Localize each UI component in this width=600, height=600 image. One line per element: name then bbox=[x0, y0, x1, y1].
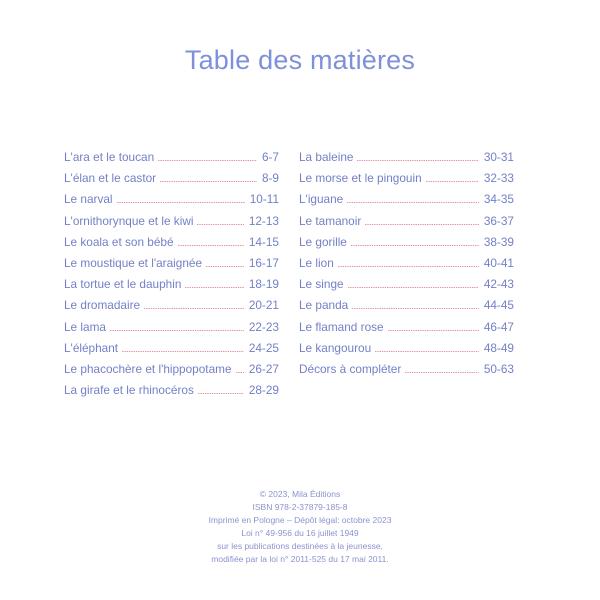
dot-leader bbox=[365, 224, 479, 225]
dot-leader bbox=[197, 224, 243, 225]
dot-leader bbox=[122, 351, 244, 352]
dot-leader bbox=[160, 181, 257, 182]
toc-entry-title: L'iguane bbox=[299, 192, 344, 207]
toc-entry-title: Le panda bbox=[299, 298, 349, 313]
toc-entry-pages: 10-11 bbox=[249, 192, 279, 207]
dot-leader bbox=[158, 160, 257, 161]
toc-entry bbox=[299, 168, 514, 189]
toc-entry-pages: 44-45 bbox=[483, 298, 514, 313]
toc-left-column bbox=[64, 147, 279, 401]
toc-entry-title: La baleine bbox=[299, 150, 354, 164]
toc-entry-title: Le singe bbox=[299, 277, 344, 292]
toc-entry-title: L'ornithorynque et le kiwi bbox=[64, 213, 194, 228]
toc-entry-title: Décors à compléter bbox=[299, 361, 402, 376]
toc-entry bbox=[64, 211, 279, 232]
dot-leader bbox=[405, 372, 479, 373]
toc-entry-title: La girafe et le rhinocéros bbox=[64, 383, 194, 398]
toc-entry-pages: 6-7 bbox=[261, 150, 279, 164]
dot-leader bbox=[388, 330, 479, 331]
toc-entry bbox=[299, 274, 514, 295]
isbn-line: ISBN 978-2-37879-185-8 bbox=[252, 502, 348, 512]
toc-entry bbox=[64, 168, 279, 189]
toc-entry-title: Le dromadaire bbox=[64, 298, 141, 313]
toc-entry bbox=[64, 147, 279, 168]
toc-entry bbox=[64, 295, 279, 316]
toc-entry-pages: 22-23 bbox=[248, 319, 279, 334]
toc-entry bbox=[299, 189, 514, 210]
copyright-line: © 2023, Mila Éditions bbox=[259, 489, 341, 499]
toc-entry-pages: 48-49 bbox=[483, 340, 514, 355]
law-scope-line: sur les publications destinées à la jeunesse, bbox=[217, 541, 383, 551]
dot-leader bbox=[185, 287, 243, 288]
toc-entry-title: Le tamanoir bbox=[299, 213, 362, 228]
toc-entry bbox=[64, 380, 279, 401]
dot-leader bbox=[348, 287, 479, 288]
dot-leader bbox=[347, 202, 479, 203]
toc-entry bbox=[299, 211, 514, 232]
toc-entry-pages: 36-37 bbox=[483, 213, 514, 228]
toc-entry bbox=[64, 232, 279, 253]
dot-leader bbox=[117, 202, 245, 203]
toc-entry bbox=[299, 147, 514, 168]
dot-leader bbox=[198, 393, 244, 394]
toc-entry-title: Le lion bbox=[299, 255, 334, 270]
toc-entry-title: Le narval bbox=[64, 192, 113, 207]
toc-entry bbox=[299, 317, 514, 338]
toc-entry-title: Le flamand rose bbox=[299, 319, 384, 334]
dot-leader bbox=[178, 245, 244, 246]
toc-entry-pages: 40-41 bbox=[483, 255, 514, 270]
toc-entry-title: Le lama bbox=[64, 319, 106, 334]
toc-entry-pages: 34-35 bbox=[483, 192, 514, 207]
toc-entry-pages: 42-43 bbox=[483, 277, 514, 292]
toc-entry bbox=[299, 295, 514, 316]
page-title: Table des matières bbox=[184, 45, 416, 75]
toc-entry bbox=[64, 189, 279, 210]
dot-leader bbox=[375, 351, 479, 352]
toc-entry bbox=[299, 253, 514, 274]
toc-entry-pages: 8-9 bbox=[261, 171, 279, 186]
toc-entry-pages: 32-33 bbox=[483, 171, 514, 186]
toc-entry-pages: 14-15 bbox=[248, 234, 279, 249]
dot-leader bbox=[206, 266, 244, 267]
dot-leader bbox=[426, 181, 479, 182]
toc-entry-pages: 20-21 bbox=[248, 298, 279, 313]
dot-leader bbox=[357, 160, 478, 161]
toc-entry-pages: 28-29 bbox=[248, 383, 279, 398]
toc-entry-pages: 24-25 bbox=[248, 340, 279, 355]
toc-entry-title: Le moustique et l'araignée bbox=[64, 255, 203, 270]
toc-entry-pages: 18-19 bbox=[248, 277, 279, 292]
toc-entry-title: Le koala et son bébé bbox=[64, 234, 174, 249]
toc-entry-pages: 46-47 bbox=[483, 319, 514, 334]
toc-entry-title: Le morse et le pingouin bbox=[299, 171, 422, 186]
dot-leader bbox=[352, 308, 479, 309]
toc-entry-pages: 38-39 bbox=[483, 234, 514, 249]
law-amendment-line: modifiée par la loi n° 2011-525 du 17 mai 2011. bbox=[211, 554, 389, 564]
toc-entry-pages: 16-17 bbox=[248, 255, 279, 270]
dot-leader bbox=[144, 308, 244, 309]
toc-entry bbox=[299, 338, 514, 359]
toc-entry bbox=[64, 359, 279, 380]
toc-entry bbox=[64, 274, 279, 295]
law-line: Loi n° 49-956 du 16 juillet 1949 bbox=[241, 528, 359, 538]
toc-entry-title: L'ara et le toucan bbox=[64, 150, 155, 164]
dot-leader bbox=[351, 245, 479, 246]
toc-entry-title: L'élan et le castor bbox=[64, 171, 157, 186]
toc-entry-pages: 26-27 bbox=[248, 361, 279, 376]
dot-leader bbox=[110, 330, 244, 331]
toc-entry-title: L'éléphant bbox=[64, 340, 119, 355]
toc-entry-title: Le kangourou bbox=[299, 340, 372, 355]
legal-notice bbox=[0, 488, 600, 566]
toc-entry-title: Le gorille bbox=[299, 234, 347, 249]
toc-right-column bbox=[299, 147, 514, 380]
toc-entry bbox=[299, 359, 514, 380]
toc-entry-pages: 30-31 bbox=[483, 150, 514, 164]
toc-entry bbox=[64, 253, 279, 274]
toc-entry-title: La tortue et le dauphin bbox=[64, 277, 182, 292]
printing-line: Imprimé en Pologne – Dépôt légal: octobre 2023 bbox=[208, 515, 392, 525]
toc-entry-title: Le phacochère et l'hippopotame bbox=[64, 361, 232, 376]
dot-leader bbox=[338, 266, 479, 267]
toc-entry bbox=[64, 317, 279, 338]
toc-entry-pages: 50-63 bbox=[483, 361, 514, 376]
toc-entry bbox=[299, 232, 514, 253]
toc-entry bbox=[64, 338, 279, 359]
dot-leader bbox=[236, 372, 244, 373]
toc-entry-pages: 12-13 bbox=[248, 213, 279, 228]
